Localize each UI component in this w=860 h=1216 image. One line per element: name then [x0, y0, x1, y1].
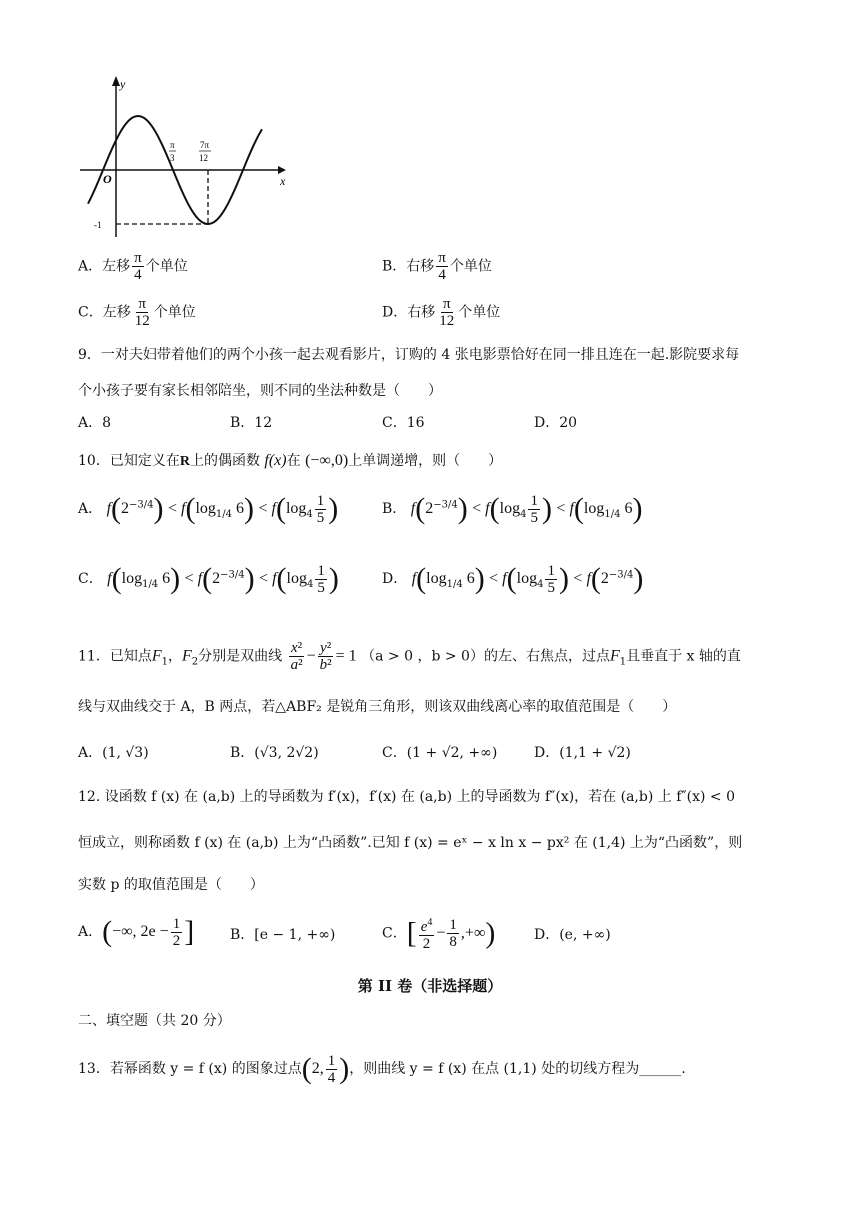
q9-option-d[interactable]: D．20 — [534, 415, 578, 431]
q9-option-c[interactable]: C．16 — [382, 415, 425, 431]
q9-line-1: 9．一对夫妇带着他们的两个小孩一起去观看影片，订购的 4 张电影票恰好在同一排且连在一起.影院要求每 — [78, 347, 740, 363]
origin-label: O — [103, 172, 112, 186]
min-value-label: -1 — [94, 220, 102, 230]
q12-line-2: 恒成立，则称函数 f (x) 在 (a,b) 上为“凸函数”.已知 f (x) = eˣ − x ln x − px² 在 (1,4) 上为“凸函数”，则 — [78, 835, 743, 851]
q11-option-a[interactable]: A．(1, √3) — [78, 745, 149, 761]
q8-option-b[interactable]: B．右移 $\frac{\pi}{4}$ 个单位 — [382, 250, 492, 283]
tick-7pi-12-den: 12 — [199, 153, 208, 163]
tick-7pi-12-num: 7π — [200, 140, 210, 150]
q10-option-a[interactable]: A． $f(2^{-3/4}) < f(\log_{1/4}$ $6) < f(\log_4$ $\frac{1}{5}$ ) — [78, 492, 339, 526]
q10-option-c[interactable]: C． $f(\log_{1/4}$ $6) < f(2^{-3/4}) < f(\log_4$ $\frac{1}{5}$ ) — [78, 562, 339, 596]
q12-option-c[interactable]: C．[ $\frac{e^4}{2}$ − $\frac{1}{8}$ ,+∞) — [382, 916, 496, 952]
q12-option-d[interactable]: D．(e, +∞) — [534, 927, 611, 943]
q11-option-b[interactable]: B．(√3, 2√2) — [230, 745, 319, 761]
section-title: 第 II 卷（非选择题） — [357, 977, 503, 995]
q10-stem: 10．已知定义在R上的偶函数 f(x)在 (−∞,0)上单调递增，则（ ） — [78, 452, 503, 469]
q9-option-a[interactable]: A．8 — [78, 415, 112, 431]
q11-line-2: 线与双曲线交于 A，B 两点，若△ABF₂ 是锐角三角形，则该双曲线离心率的取值范围是（ ） — [78, 699, 677, 715]
q10-option-d[interactable]: D． $f(\log_{1/4}$ $6) < f(\log_4$ $\frac{1}{5}$ ) < $f(2^{-3/4})$ — [382, 562, 644, 596]
q9-option-b[interactable]: B．12 — [230, 415, 273, 431]
x-axis-label: x — [280, 174, 286, 188]
q11-line-1: 11．已知点$F_1$，$F_2$分别是双曲线 $\frac{\text{x²}}{\text{a²}}$ − $\frac{\text{y²}}{\text{b²}}$ = 1 （a > 0 ，b > 0）的左、右焦点，过点$F_1$且垂直于 x 轴的直 — [78, 640, 741, 673]
tick-pi-3-den: 3 — [170, 153, 175, 163]
q12-option-a[interactable]: A．(−∞, 2e − $\frac{1}{2}$ ] — [78, 915, 195, 949]
sine-graph — [78, 72, 293, 242]
q11-option-d[interactable]: D．(1,1 + √2) — [534, 745, 631, 761]
tick-pi-3-num: π — [170, 140, 175, 150]
part-two-heading: 二、填空题（共 20 分） — [78, 1013, 231, 1029]
q11-option-c[interactable]: C．(1 + √2, +∞) — [382, 745, 498, 761]
q12-line-1: 12. 设函数 f (x) 在 (a,b) 上的导函数为 f′(x)，f′(x) 在 (a,b) 上的导函数为 f″(x)，若在 (a,b) 上 f″(x) < 0 — [78, 789, 735, 805]
q8-option-c[interactable]: C．左移 $\frac{\pi}{12}$ 个单位 — [78, 296, 196, 329]
q9-line-2: 个小孩子要有家长相邻陪坐，则不同的坐法种数是（ ） — [78, 383, 442, 399]
q12-line-3: 实数 p 的取值范围是（ ） — [78, 877, 264, 893]
q12-option-b[interactable]: B．[e − 1, +∞) — [230, 927, 336, 943]
y-axis-label: y — [120, 77, 126, 91]
q8-option-d[interactable]: D．右移 $\frac{\pi}{12}$ 个单位 — [382, 296, 501, 329]
q8-option-a[interactable]: A．左移 $\frac{\pi}{4}$ 个单位 — [78, 250, 188, 283]
q13-text: 13．若幂函数 y = f (x) 的图象过点(2, $\frac{1}{4}$ )，则曲线 y = f (x) 在点 (1,1) 处的切线方程为______. — [78, 1052, 686, 1086]
q10-option-b[interactable]: B． $f(2^{-3/4}) < f(\log_4$ $\frac{1}{5}$ ) < $f(\log_{1/4}$ 6) — [382, 492, 643, 526]
